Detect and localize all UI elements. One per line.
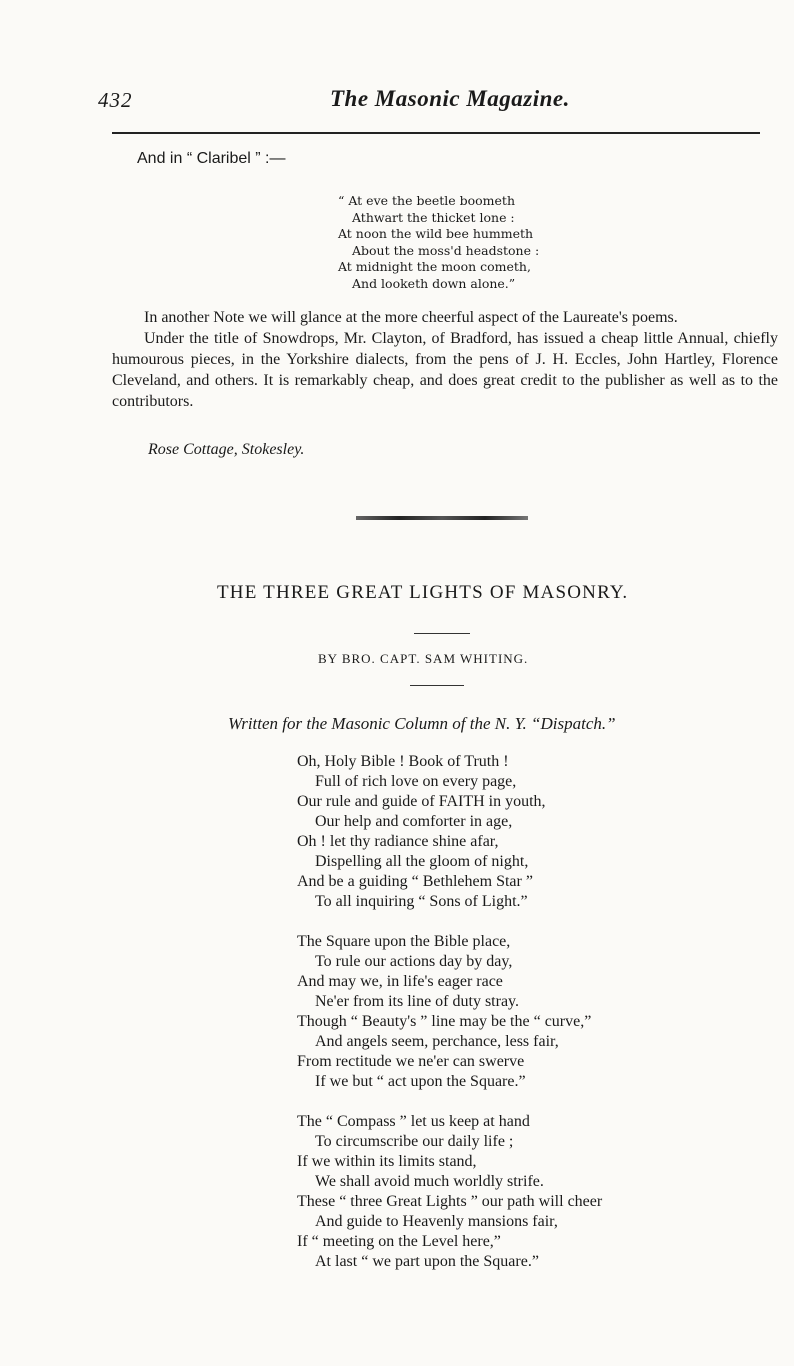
poem-line: The “ Compass ” let us keep at hand [297, 1113, 530, 1130]
byline-rule [410, 685, 464, 686]
poem-line: And may we, in life's eager race [297, 973, 503, 990]
stanza [297, 932, 602, 1092]
poem-line: If we within its limits stand, [297, 1153, 477, 1170]
poem-line: Our help and comforter in age, [315, 813, 513, 830]
header-rule [112, 132, 760, 134]
poem [297, 752, 602, 1292]
quoted-verse [338, 193, 539, 292]
poem-line: And guide to Heavenly mansions fair, [315, 1213, 558, 1230]
poem-line: The Square upon the Bible place, [297, 933, 511, 950]
poem-line: To circumscribe our daily life ; [315, 1133, 514, 1150]
running-head: The Masonic Magazine. [330, 86, 570, 111]
verse-line: Athwart the thicket lone : [352, 209, 515, 225]
poem-line: To all inquiring “ Sons of Light.” [315, 893, 528, 910]
poem-line: Our rule and guide of FAITH in youth, [297, 793, 546, 810]
poem-line: At last “ we part upon the Square.” [315, 1253, 539, 1270]
article-subtitle: Written for the Masonic Column of the N. Y. “Dispatch.” [228, 714, 616, 733]
verse-line: At midnight the moon cometh, [338, 259, 531, 274]
signature: Rose Cottage, Stokesley. [148, 441, 305, 458]
poem-line: And angels seem, perchance, less fair, [315, 1033, 559, 1050]
stanza [297, 752, 602, 912]
verse-line: About the moss'd headstone : [352, 242, 540, 258]
prose-paragraph: In another Note we will glance at the more cheerful aspect of the Laureate's poems. [144, 309, 678, 326]
stanza [297, 1112, 602, 1272]
poem-line: Oh ! let thy radiance shine afar, [297, 833, 499, 850]
poem-line: If we but “ act upon the Square.” [315, 1073, 526, 1090]
section-ornament [356, 516, 528, 520]
verse-line: “ At eve the beetle boometh [338, 193, 516, 208]
prose-paragraph: Under the title of Snowdrops, Mr. Clayton, of Bradford, has issued a cheap little Annual, chiefly humourous pieces, in the Yorkshire dialects, from the pens of J. H. Eccles, John Hartley, Florence Cleveland, and others. It is remarkably cheap, and does great credit to the publisher as well as to the contributors. [112, 330, 778, 410]
verse-line: At noon the wild bee hummeth [338, 226, 534, 241]
prose-block [112, 307, 778, 412]
poem-line: Dispelling all the gloom of night, [315, 853, 529, 870]
poem-line: Though “ Beauty's ” line may be the “ curve,” [297, 1013, 592, 1030]
article-byline: BY BRO. CAPT. SAM WHITING. [318, 651, 529, 666]
intro-line: And in “ Claribel ” :— [137, 150, 286, 167]
poem-line: Ne'er from its line of duty stray. [315, 993, 520, 1010]
poem-line: If “ meeting on the Level here,” [297, 1233, 501, 1250]
poem-line: Oh, Holy Bible ! Book of Truth ! [297, 753, 509, 770]
page-number: 432 [98, 88, 133, 112]
poem-line: We shall avoid much worldly strife. [315, 1173, 544, 1190]
poem-line: And be a guiding “ Bethlehem Star ” [297, 873, 533, 890]
verse-line: And looketh down alone.” [352, 275, 516, 291]
poem-line: These “ three Great Lights ” our path will cheer [297, 1193, 603, 1210]
article-title: THE THREE GREAT LIGHTS OF MASONRY. [217, 582, 629, 603]
title-rule [414, 633, 470, 634]
poem-line: From rectitude we ne'er can swerve [297, 1053, 525, 1070]
poem-line: Full of rich love on every page, [315, 773, 517, 790]
poem-line: To rule our actions day by day, [315, 953, 513, 970]
